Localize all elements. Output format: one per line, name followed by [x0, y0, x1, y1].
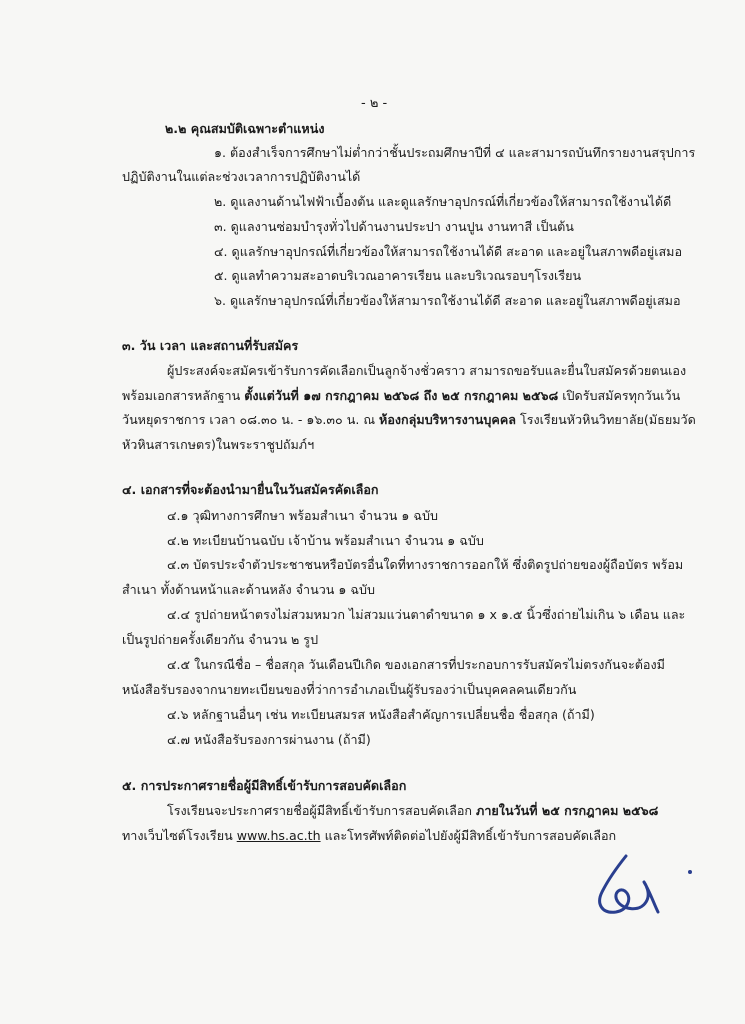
section-4-heading: ๔. เอกสารที่จะต้องนำมายื่นในวันสมัครคัดเลือก [122, 482, 379, 497]
s3-text: โรงเรียนหัวหินวิทยาลัย(มัธยมวัด [515, 412, 696, 427]
s4-line: ๔.๒ ทะเบียนบ้านฉบับ เจ้าบ้าน พร้อมสำเนา จำนวน ๑ ฉบับ [167, 533, 484, 548]
s4-line: ๔.๖ หลักฐานอื่นๆ เช่น ทะเบียนสมรส หนังสือสำคัญการเปลี่ยนชื่อ ชื่อสกุล (ถ้ามี) [167, 707, 595, 722]
s5-text: โรงเรียนจะประกาศรายชื่อผู้มีสิทธิ์เข้ารับการสอบคัดเลือก [167, 803, 477, 818]
s4-line: ๔.๓ บัตรประจำตัวประชาชนหรือบัตรอื่นใดที่ทางราชการออกให้ ซึ่งติดรูปถ่ายของผู้ถือบัตร พร้อม [167, 557, 684, 572]
school-website-link[interactable]: www.hs.ac.th [236, 828, 321, 843]
s5-line-1 [167, 803, 658, 819]
s22-item-6: ๖. ดูแลรักษาอุปกรณ์ที่เกี่ยวข้องให้สามารถใช้งานได้ดี สะอาด และอยู่ในสภาพดีอยู่เสมอ [214, 293, 681, 308]
s22-item-3: ๓. ดูแลงานซ่อมบำรุงทั่วไปด้านงานประปา งานปูน งานทาสี เป็นต้น [214, 219, 574, 234]
announcement-date: ภายในวันที่ ๒๕ กรกฎาคม ๒๕๖๘ [476, 803, 659, 818]
section-3-heading: ๓. วัน เวลา และสถานที่รับสมัคร [122, 338, 299, 353]
s4-line: ๔.๕ ในกรณีชื่อ – ชื่อสกุล วันเดือนปีเกิด ของเอกสารที่ประกอบการรับสมัครไม่ตรงกันจะต้องมี [167, 657, 665, 672]
s3-text: วันหยุดราชการ เวลา ๐๘.๓๐ น. - ๑๖.๓๐ น. ณ [122, 412, 380, 427]
s22-item-4: ๔. ดูแลรักษาอุปกรณ์ที่เกี่ยวข้องให้สามารถใช้งานได้ดี สะอาด และอยู่ในสภาพดีอยู่เสมอ [214, 244, 683, 259]
s4-line: ๔.๔ รูปถ่ายหน้าตรงไม่สวมหมวก ไม่สวมแว่นตาดำขนาด ๑ x ๑.๕ นิ้วซึ่งถ่ายไม่เกิน ๖ เดือน และ [167, 607, 686, 622]
s5-text: และโทรศัพท์ติดต่อไปยังผู้มีสิทธิ์เข้ารับการสอบคัดเลือก [320, 828, 617, 843]
s3-para-line-1: ผู้ประสงค์จะสมัครเข้ารับการคัดเลือกเป็นลูกจ้างชั่วคราว สามารถขอรับและยื่นใบสมัครด้วยตนเอง [167, 363, 687, 378]
section-5-heading: ๕. การประกาศรายชื่อผู้มีสิทธิ์เข้ารับการสอบคัดเลือก [122, 778, 407, 793]
application-period: ตั้งแต่วันที่ ๑๗ กรกฎาคม ๒๕๖๘ ถึง ๒๕ กรกฎาคม ๒๕๖๘ [244, 388, 559, 403]
s4-line: สำเนา ทั้งด้านหน้าและด้านหลัง จำนวน ๑ ฉบับ [122, 582, 375, 597]
s3-para-line-2 [122, 388, 680, 404]
s4-line: ๔.๑ วุฒิทางการศึกษา พร้อมสำเนา จำนวน ๑ ฉบับ [167, 508, 438, 523]
s22-item-1-cont: ปฏิบัติงานในแต่ละช่วงเวลาการปฏิบัติงานได้ [122, 169, 361, 184]
signature-icon [588, 852, 698, 924]
page-number: - ๒ - [361, 96, 388, 111]
s3-text: เปิดรับสมัครทุกวันเว้น [558, 388, 681, 403]
s22-item-5: ๕. ดูแลทำความสะอาดบริเวณอาคารเรียน และบริเวณรอบๆโรงเรียน [214, 268, 582, 283]
section-2-2-heading: ๒.๒ คุณสมบัติเฉพาะตำแหน่ง [165, 121, 325, 136]
s22-item-2: ๒. ดูแลงานด้านไฟฟ้าเบื้องต้น และดูแลรักษาอุปกรณ์ที่เกี่ยวข้องให้สามารถใช้งานได้ดี [214, 194, 672, 209]
s22-item-1: ๑. ต้องสำเร็จการศึกษาไม่ต่ำกว่าชั้นประถมศึกษาปีที่ ๔ และสามารถบันทึกรายงานสรุปการ [214, 145, 696, 160]
s4-line: เป็นรูปถ่ายครั้งเดียวกัน จำนวน ๒ รูป [122, 632, 319, 647]
s4-line: ๔.๗ หนังสือรับรองการผ่านงาน (ถ้ามี) [167, 732, 371, 747]
s3-para-line-3 [122, 412, 696, 428]
s4-line: หนังสือรับรองจากนายทะเบียนของที่ว่าการอำเภอเป็นผู้รับรองว่าเป็นบุคคลคนเดียวกัน [122, 682, 577, 697]
application-location: ห้องกลุ่มบริหารงานบุคคล [379, 412, 516, 427]
s5-text: ทางเว็บไซต์โรงเรียน [122, 828, 237, 843]
s5-line-2 [122, 828, 616, 844]
s3-text: พร้อมเอกสารหลักฐาน [122, 388, 245, 403]
s3-para-line-4: หัวหินสารเกษตร)ในพระราชูปถัมภ์ฯ [122, 437, 315, 452]
